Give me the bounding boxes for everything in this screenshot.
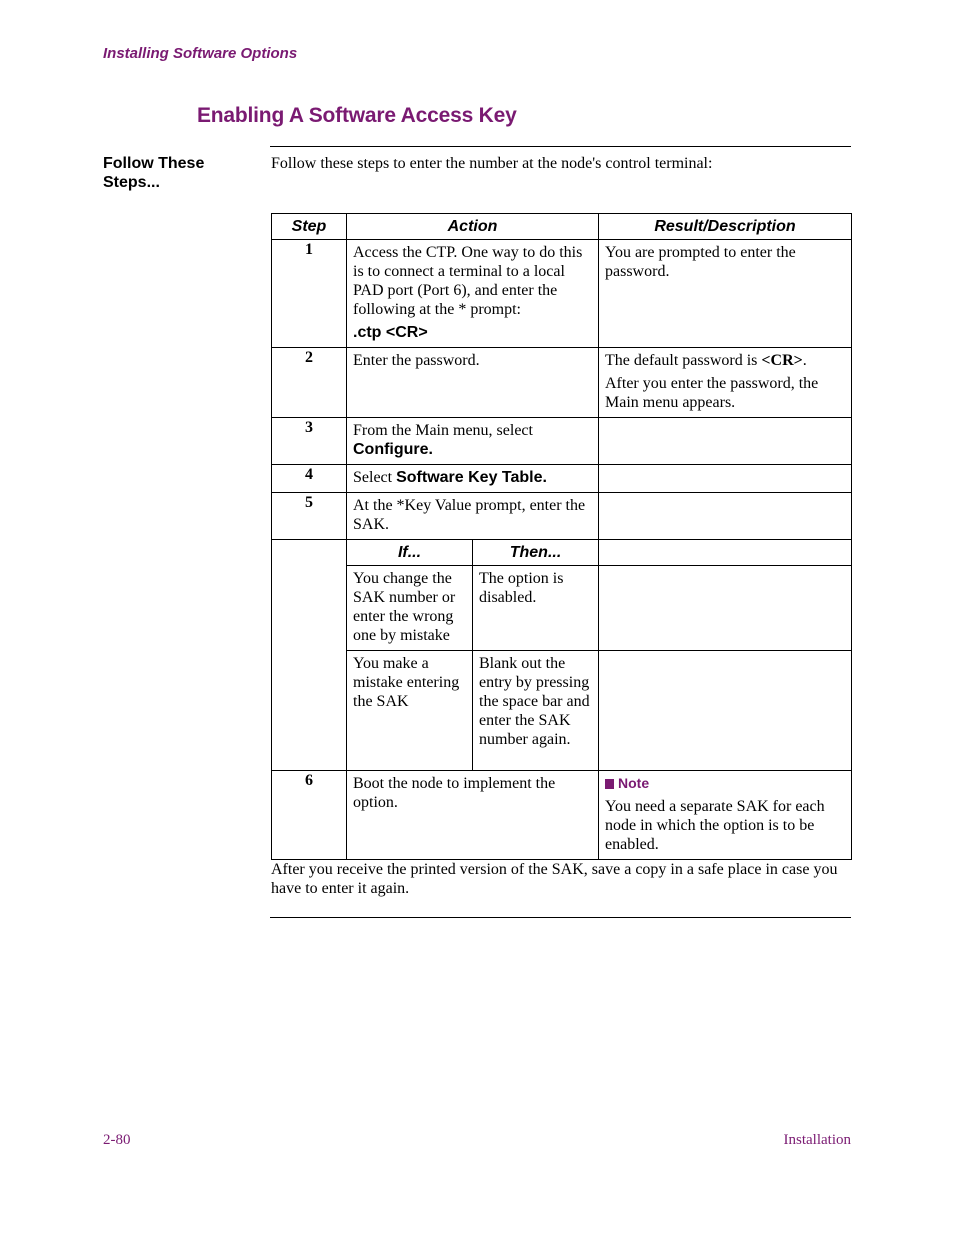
action-bold: Configure.: [353, 441, 433, 458]
table-row: [272, 771, 852, 860]
action-text: From the Main menu, select Configure.: [353, 422, 533, 458]
action-cell: [347, 348, 599, 418]
action-cell: [347, 465, 599, 493]
result-text-2: After you enter the password, the Main menu appears.: [605, 375, 819, 411]
header-result: Result/Description: [599, 214, 852, 240]
result-cell: [599, 240, 852, 348]
result-cell: [599, 566, 852, 651]
result-cell: [599, 465, 852, 493]
if-header: If...: [347, 540, 473, 566]
note-heading: [605, 774, 845, 793]
section-title: Enabling A Software Access Key: [197, 104, 517, 127]
note-text: You need a separate SAK for each node in which the option is to be enabled.: [605, 798, 825, 853]
intro-text: Follow these steps to enter the number at the node's control terminal:: [271, 155, 713, 172]
then-cell: Blank out the entry by pressing the space bar and enter the SAK number again.: [473, 651, 599, 771]
outro-text: After you receive the printed version of the SAK, save a copy in a safe place in case you have to enter it again.: [271, 861, 838, 897]
table-row: [272, 465, 852, 493]
subtable-row: [272, 651, 852, 771]
result-text-bold: <CR>: [761, 352, 803, 369]
if-cell: You make a mistake entering the SAK: [347, 651, 473, 771]
result-text-pre: The default password is: [605, 352, 762, 369]
step-number: 6: [272, 771, 347, 860]
header-action: Action: [347, 214, 599, 240]
action-text: Enter the password.: [353, 352, 480, 369]
side-head: Follow These Steps...: [103, 155, 205, 191]
action-text: Select Software Key Table.: [353, 469, 547, 486]
step-number: 3: [272, 418, 347, 465]
result-cell: [599, 651, 852, 771]
if-cell: You change the SAK number or enter the wrong one by mistake: [347, 566, 473, 651]
steps-table: [271, 213, 852, 860]
step-number: 2: [272, 348, 347, 418]
result-cell: [599, 493, 852, 540]
bottom-rule: [270, 917, 851, 918]
result-text: [605, 351, 845, 370]
table-row: [272, 348, 852, 418]
header-step: Step: [272, 214, 347, 240]
action-cell: [347, 771, 599, 860]
result-text-post: .: [802, 352, 807, 369]
table-row: [272, 240, 852, 348]
result-cell: [599, 771, 852, 860]
then-header: Then...: [473, 540, 599, 566]
note-label: Note: [618, 775, 650, 791]
result-cell: [599, 418, 852, 465]
subtable-row: [272, 566, 852, 651]
command-text: .ctp <CR>: [353, 324, 428, 341]
table-row: [272, 418, 852, 465]
step-number: 1: [272, 240, 347, 348]
then-cell: The option is disabled.: [473, 566, 599, 651]
action-text: Boot the node to implement the option.: [353, 775, 556, 811]
step-number: 5: [272, 493, 347, 540]
chapter-name: Installation: [783, 1132, 851, 1148]
running-head: Installing Software Options: [103, 45, 298, 62]
action-cell: [347, 418, 599, 465]
action-text: At the *Key Value prompt, enter the SAK.: [353, 497, 586, 533]
page-number: 2-80: [103, 1132, 131, 1148]
result-cell: [599, 348, 852, 418]
action-cell: [347, 240, 599, 348]
action-text: Access the CTP. One way to do this is to connect a terminal to a local PAD port (Port 6), and enter the following at the * prompt:: [353, 244, 583, 318]
subtable-header-row: [272, 540, 852, 566]
result-cell: [599, 540, 852, 566]
top-rule: [270, 146, 851, 147]
step-number: 4: [272, 465, 347, 493]
result-text: You are prompted to enter the password.: [605, 244, 796, 280]
table-row: [272, 493, 852, 540]
table-header-row: [272, 214, 852, 240]
action-cell: [347, 493, 599, 540]
empty-step-cell: [272, 540, 347, 771]
action-bold: Software Key Table.: [396, 469, 547, 486]
note-square-icon: [605, 779, 614, 789]
